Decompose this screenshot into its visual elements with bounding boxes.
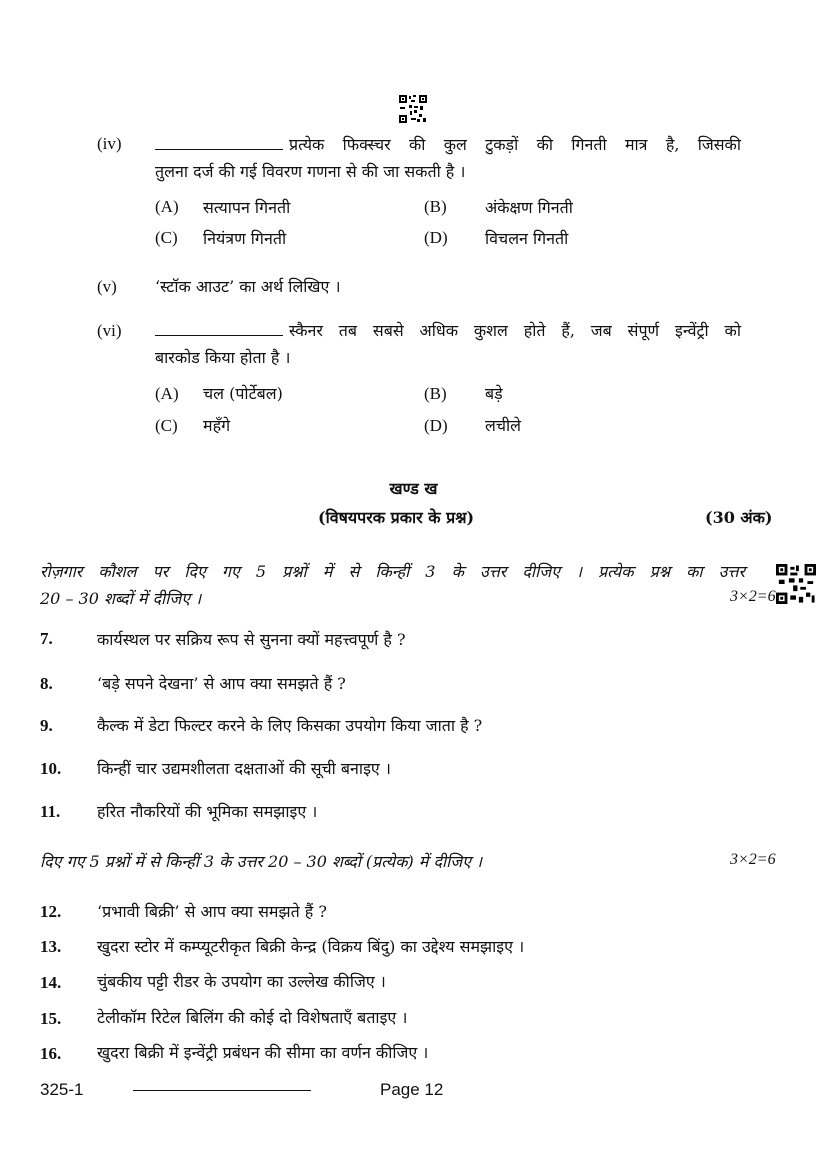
question-16-text: खुदरा बिक्री में इन्वेंट्री प्रबंधन की सीमा का वर्णन कीजिए । (97, 1043, 429, 1062)
qr-code-icon (776, 564, 816, 604)
question-v-text: ‘स्टॉक आउट’ का अर्थ लिखिए । (155, 277, 341, 296)
question-16-number: 16. (40, 1044, 62, 1063)
option-iv-d-key: (D) (424, 228, 448, 247)
question-15-number: 15. (40, 1009, 62, 1028)
question-iv-text: प्रत्येक फिक्स्चर की कुल टुकड़ों की गिनती मात्र है, जिसकी (289, 135, 741, 154)
option-vi-d-text: लचीले (485, 416, 522, 435)
option-iv-d-text: विचलन गिनती (485, 229, 569, 248)
question-9-number: 9. (40, 716, 53, 735)
question-vi-line1 (155, 319, 741, 341)
option-iv-b-text: अंकेक्षण गिनती (485, 198, 573, 217)
section-subtitle: (विषयपरक प्रकार के प्रश्न) (318, 508, 475, 527)
question-11-text: हरित नौकरियों की भूमिका समझाइए । (97, 802, 318, 821)
qr-code-icon (399, 95, 427, 123)
instruction-2-marks: 3×2=6 (730, 851, 776, 868)
option-vi-d-key: (D) (424, 416, 448, 435)
option-iv-a-key: (A) (155, 197, 179, 216)
section-marks: (30 अंक) (705, 508, 773, 527)
question-7-number: 7. (40, 629, 53, 648)
answer-blank (155, 137, 283, 150)
option-vi-c-key: (C) (155, 416, 178, 435)
question-10-number: 10. (40, 759, 62, 778)
instruction-2-text: दिए गए 5 प्रश्नों में से किन्हीं 3 के उत्तर 20 – 30 शब्दों (प्रत्येक) में दीजिए । (40, 852, 483, 871)
option-iv-c-text: नियंत्रण गिनती (203, 229, 287, 248)
option-iv-b-key: (B) (424, 197, 447, 216)
question-14-text: चुंबकीय पट्टी रीडर के उपयोग का उल्लेख कीजिए । (97, 972, 386, 991)
option-vi-b-key: (B) (424, 384, 447, 403)
option-iv-a-text: सत्यापन गिनती (203, 198, 291, 217)
question-vi-text: स्कैनर तब सबसे अधिक कुशल होते हैं, जब संपूर्ण इन्वेंट्री को (289, 321, 741, 340)
option-vi-c-text: महँगे (203, 416, 231, 435)
question-15-text: टेलीकॉम रिटेल बिलिंग की कोई दो विशेषताएँ बताइए । (97, 1008, 408, 1027)
footer-divider (133, 1090, 311, 1091)
instruction-1-line1: रोज़गार कौशल पर दिए गए 5 प्रश्नों में से किन्हीं 3 के उत्तर दीजिए । प्रत्येक प्रश्न का उत्तर (40, 562, 745, 581)
option-vi-b-text: बड़े (485, 384, 503, 403)
question-14-number: 14. (40, 973, 62, 992)
question-9-text: कैल्क में डेटा फिल्टर करने के लिए किसका उपयोग किया जाता है ? (97, 716, 483, 735)
option-iv-c-key: (C) (155, 228, 178, 247)
section-title: खण्ड ख (389, 479, 438, 498)
option-vi-a-key: (A) (155, 384, 179, 403)
question-8-number: 8. (40, 674, 53, 693)
question-iv-line1 (155, 133, 741, 155)
question-iv-number: (iv) (97, 134, 122, 153)
footer-page-number: Page 12 (380, 1080, 444, 1099)
question-vi-number: (vi) (97, 321, 122, 340)
question-10-text: किन्हीं चार उद्यमशीलता दक्षताओं की सूची बनाइए । (97, 759, 391, 778)
instruction-1-marks: 3×2=6 (730, 588, 776, 605)
option-vi-a-text: चल (पोर्टेबल) (203, 384, 283, 403)
question-v-number: (v) (97, 277, 117, 296)
question-8-text: ‘बड़े सपने देखना’ से आप क्या समझते हैं ? (97, 674, 346, 693)
question-iv-line2: तुलना दर्ज की गई विवरण गणना से की जा सकती है । (155, 162, 466, 181)
question-7-text: कार्यस्थल पर सक्रिय रूप से सुनना क्यों महत्त्वपूर्ण है ? (97, 630, 406, 649)
question-13-text: खुदरा स्टोर में कम्प्यूटरीकृत बिक्री केन्द्र (विक्रय बिंदु) का उद्देश्य समझाइए । (97, 937, 525, 956)
question-11-number: 11. (40, 802, 61, 821)
question-12-number: 12. (40, 902, 62, 921)
question-13-number: 13. (40, 937, 62, 956)
footer-code: 325-1 (40, 1080, 84, 1099)
answer-blank (155, 323, 283, 336)
question-12-text: ‘प्रभावी बिक्री’ से आप क्या समझते हैं ? (97, 902, 327, 921)
instruction-1-line2: 20 – 30 शब्दों में दीजिए । (40, 589, 202, 608)
question-vi-line2: बारकोड किया होता है । (155, 348, 291, 367)
